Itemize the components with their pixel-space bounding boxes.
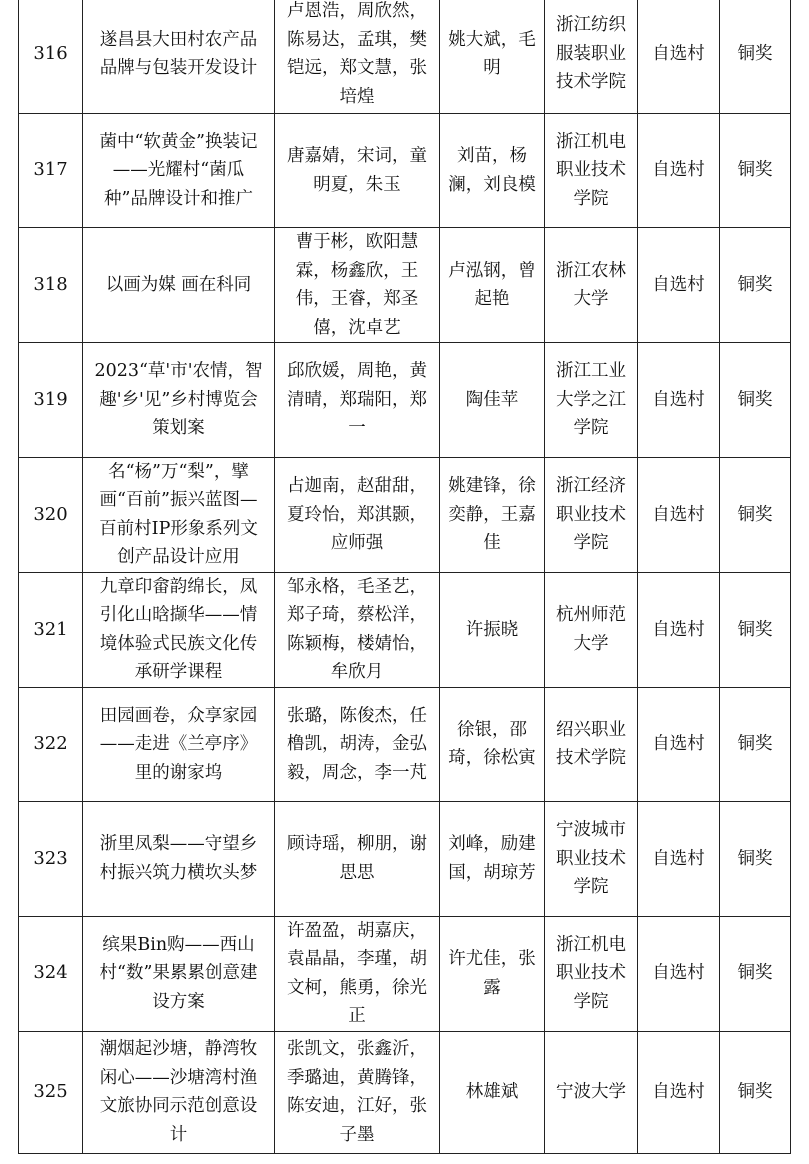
entry-number: 317 <box>19 114 83 228</box>
team-members: 唐嘉婧，宋词，童明夏，朱玉 <box>275 114 440 228</box>
advisors: 陶佳苹 <box>440 343 545 457</box>
team-members: 曹于彬，欧阳慧霖，杨鑫欣，王伟，王睿，郑圣僖，沈卓艺 <box>275 228 440 343</box>
award-level: 铜奖 <box>720 457 791 572</box>
award-level: 铜奖 <box>720 343 791 457</box>
team-members: 顾诗瑶，柳朋，谢思思 <box>275 802 440 916</box>
village-category: 自选村 <box>638 687 720 801</box>
advisors: 许尤佳，张露 <box>440 916 545 1031</box>
village-category: 自选村 <box>638 802 720 916</box>
award-level: 铜奖 <box>720 1031 791 1153</box>
table-row <box>19 687 791 801</box>
award-table <box>18 0 791 1154</box>
award-level: 铜奖 <box>720 916 791 1031</box>
village-category: 自选村 <box>638 114 720 228</box>
table-row <box>19 916 791 1031</box>
village-category: 自选村 <box>638 457 720 572</box>
entry-number: 325 <box>19 1031 83 1153</box>
table-row <box>19 1031 791 1153</box>
advisors: 刘苗，杨澜，刘良模 <box>440 114 545 228</box>
project-name: 菌中“软黄金”换装记——光耀村“菌瓜种”品牌设计和推广 <box>83 114 275 228</box>
project-name: 遂昌县大田村农产品品牌与包装开发设计 <box>83 0 275 114</box>
team-members: 卢恩浩，周欣然，陈易达，孟琪，樊铠远，郑文慧，张培煌 <box>275 0 440 114</box>
school-name: 浙江机电职业技术学院 <box>545 114 638 228</box>
advisors: 许振晓 <box>440 572 545 687</box>
advisors: 刘峰，励建国，胡琼芳 <box>440 802 545 916</box>
school-name: 浙江经济职业技术学院 <box>545 457 638 572</box>
advisors: 林雄斌 <box>440 1031 545 1153</box>
school-name: 浙江工业大学之江学院 <box>545 343 638 457</box>
entry-number: 321 <box>19 572 83 687</box>
team-members: 邱欣媛，周艳，黄清晴，郑瑞阳，郑一 <box>275 343 440 457</box>
project-name: 浙里凤梨——守望乡村振兴筑力横坎头梦 <box>83 802 275 916</box>
table-row <box>19 457 791 572</box>
table-row <box>19 114 791 228</box>
project-name: 田园画卷，众享家园——走进《兰亭序》里的谢家坞 <box>83 687 275 801</box>
school-name: 宁波城市职业技术学院 <box>545 802 638 916</box>
village-category: 自选村 <box>638 916 720 1031</box>
village-category: 自选村 <box>638 343 720 457</box>
project-name: 九章印畲韵绵长，凤引化山晗撷华——情境体验式民族文化传承研学课程 <box>83 572 275 687</box>
village-category: 自选村 <box>638 572 720 687</box>
table-row <box>19 343 791 457</box>
project-name: 名“杨”万“梨”，擘画“百前”振兴蓝图—百前村IP形象系列文创产品设计应用 <box>83 457 275 572</box>
entry-number: 318 <box>19 228 83 343</box>
team-members: 张璐，陈俊杰，任橹凯，胡涛，金弘毅，周念，李一芃 <box>275 687 440 801</box>
team-members: 占迦南，赵甜甜，夏玲怡，郑淇颢，应师强 <box>275 457 440 572</box>
advisors: 徐银，邵琦，徐松寅 <box>440 687 545 801</box>
entry-number: 323 <box>19 802 83 916</box>
entry-number: 319 <box>19 343 83 457</box>
entry-number: 322 <box>19 687 83 801</box>
village-category: 自选村 <box>638 228 720 343</box>
entry-number: 324 <box>19 916 83 1031</box>
award-level: 铜奖 <box>720 572 791 687</box>
advisors: 卢泓钢，曾起艳 <box>440 228 545 343</box>
table-row <box>19 802 791 916</box>
project-name: 以画为媒 画在科同 <box>83 228 275 343</box>
table-row <box>19 228 791 343</box>
table-row <box>19 0 791 114</box>
entry-number: 320 <box>19 457 83 572</box>
award-level: 铜奖 <box>720 114 791 228</box>
school-name: 宁波大学 <box>545 1031 638 1153</box>
village-category: 自选村 <box>638 0 720 114</box>
project-name: 2023“草'市'农情，智趣'乡'见”乡村博览会策划案 <box>83 343 275 457</box>
award-level: 铜奖 <box>720 802 791 916</box>
team-members: 邹永格，毛圣艺，郑子琦，蔡松洋，陈颖梅，楼婧怡，牟欣月 <box>275 572 440 687</box>
advisors: 姚大斌，毛明 <box>440 0 545 114</box>
award-level: 铜奖 <box>720 0 791 114</box>
team-members: 张凯文，张鑫沂，季璐迪，黄腾锋，陈安迪，江好，张子墨 <box>275 1031 440 1153</box>
entry-number: 316 <box>19 0 83 114</box>
village-category: 自选村 <box>638 1031 720 1153</box>
team-members: 许盈盈，胡嘉庆，袁晶晶，李瑾，胡文柯，熊勇，徐光正 <box>275 916 440 1031</box>
table-row <box>19 572 791 687</box>
award-level: 铜奖 <box>720 687 791 801</box>
advisors: 姚建锋，徐奕静，王嘉佳 <box>440 457 545 572</box>
project-name: 缤果Bin购——西山村“数”果累累创意建设方案 <box>83 916 275 1031</box>
school-name: 杭州师范大学 <box>545 572 638 687</box>
project-name: 潮烟起沙塘，静湾牧闲心——沙塘湾村渔文旅协同示范创意设计 <box>83 1031 275 1153</box>
school-name: 浙江农林大学 <box>545 228 638 343</box>
award-level: 铜奖 <box>720 228 791 343</box>
school-name: 浙江机电职业技术学院 <box>545 916 638 1031</box>
school-name: 绍兴职业技术学院 <box>545 687 638 801</box>
school-name: 浙江纺织服装职业技术学院 <box>545 0 638 114</box>
